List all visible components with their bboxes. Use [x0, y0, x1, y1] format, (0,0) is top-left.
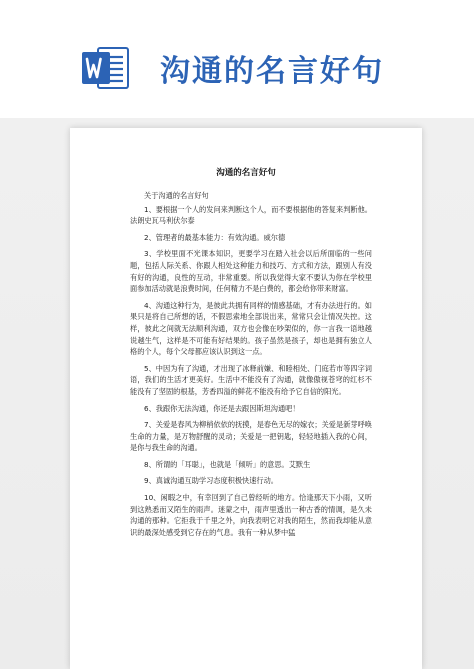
- paragraph: 6、我跟你无法沟通，你还是去跟因斯坦沟通吧！: [144, 403, 300, 413]
- banner-title: 沟通的名言好句: [160, 54, 384, 89]
- document-subtitle: 关于沟通的名言好句: [144, 191, 209, 200]
- document-page: [70, 128, 422, 669]
- paragraph: 4、沟通这种行为，是彼此共拥有同样的情感基础，才有办法进行的。如果只是将自己所想的话，不假思索地全部说出来，常常只会让情况失控。这样，彼此之间就无法顺利沟通，双方也会像在吵架似的，你一言我一语地越说越生气，这样是不可能有好结果的。孩子虽然是孩子，却也是拥有独立人格的个人，每个父母都应该认识到这一点。: [130, 300, 372, 357]
- word-document-icon: [80, 42, 132, 94]
- paragraph: 2、管理者的最基本能力：有效沟通。威尔德: [144, 232, 286, 242]
- paragraph: 3、学校里面不光课本知识，更要学习在踏入社会以后所面临的一些问题，包括人际关系、你跟人相处这种能力和技巧、方式和方法，跟别人有没有好的沟通，良性的互动，非常重要。所以我觉得大家不要认为你在学校里面参加活动就是浪费时间，任何精力不是白费的，都会给你带来财富。: [130, 249, 372, 294]
- document-body: [130, 190, 372, 543]
- paragraph: 9、真诚沟通互助学习态度积极快速行动。: [144, 476, 278, 486]
- paragraph: 5、中因为有了沟通，才出现了冰释前嫌、和睦相处、门庭若市等四字词语，我们的生活才更美好。生活中不能没有了沟通，就像傲视苍穹的红杉不能没有了坚固的根基，芳香四溢的鲜花不能没有给予它自信的阳光。: [130, 363, 372, 396]
- paragraph: 7、关爱是春风为柳梢依依的抚摸，是春色无尽的嫁衣；关爱是新芽呼唤生命的力量，是万物舒醒的灵动；关爱是一把钥匙，轻轻地插入我的心间，是你与我生命的沟通。: [130, 420, 372, 453]
- paragraph: 10、闲暇之中，有幸回到了自己曾经听的地方。恰逢那天下小雨，又听到这熟悉而又陌生的雨声。迷蒙之中，雨声里透出一种古香的情调，是久未沟通的那种。它拒我于千里之外，向我表明它对我的陌生，然而我却能从意识的最深处感受到它存在的气息。我有一种从梦中猛: [130, 493, 372, 537]
- paragraph: 8、所谓的「耳聪」，也就是「倾听」的意思。艾默生: [144, 459, 311, 469]
- paragraph: 1、要根据一个人的发问来判断这个人，而不要根据他的答复来判断他。法朗史瓦马利伏尔泰: [130, 204, 372, 226]
- document-title: 沟通的名言好句: [216, 168, 276, 178]
- banner: [0, 0, 474, 120]
